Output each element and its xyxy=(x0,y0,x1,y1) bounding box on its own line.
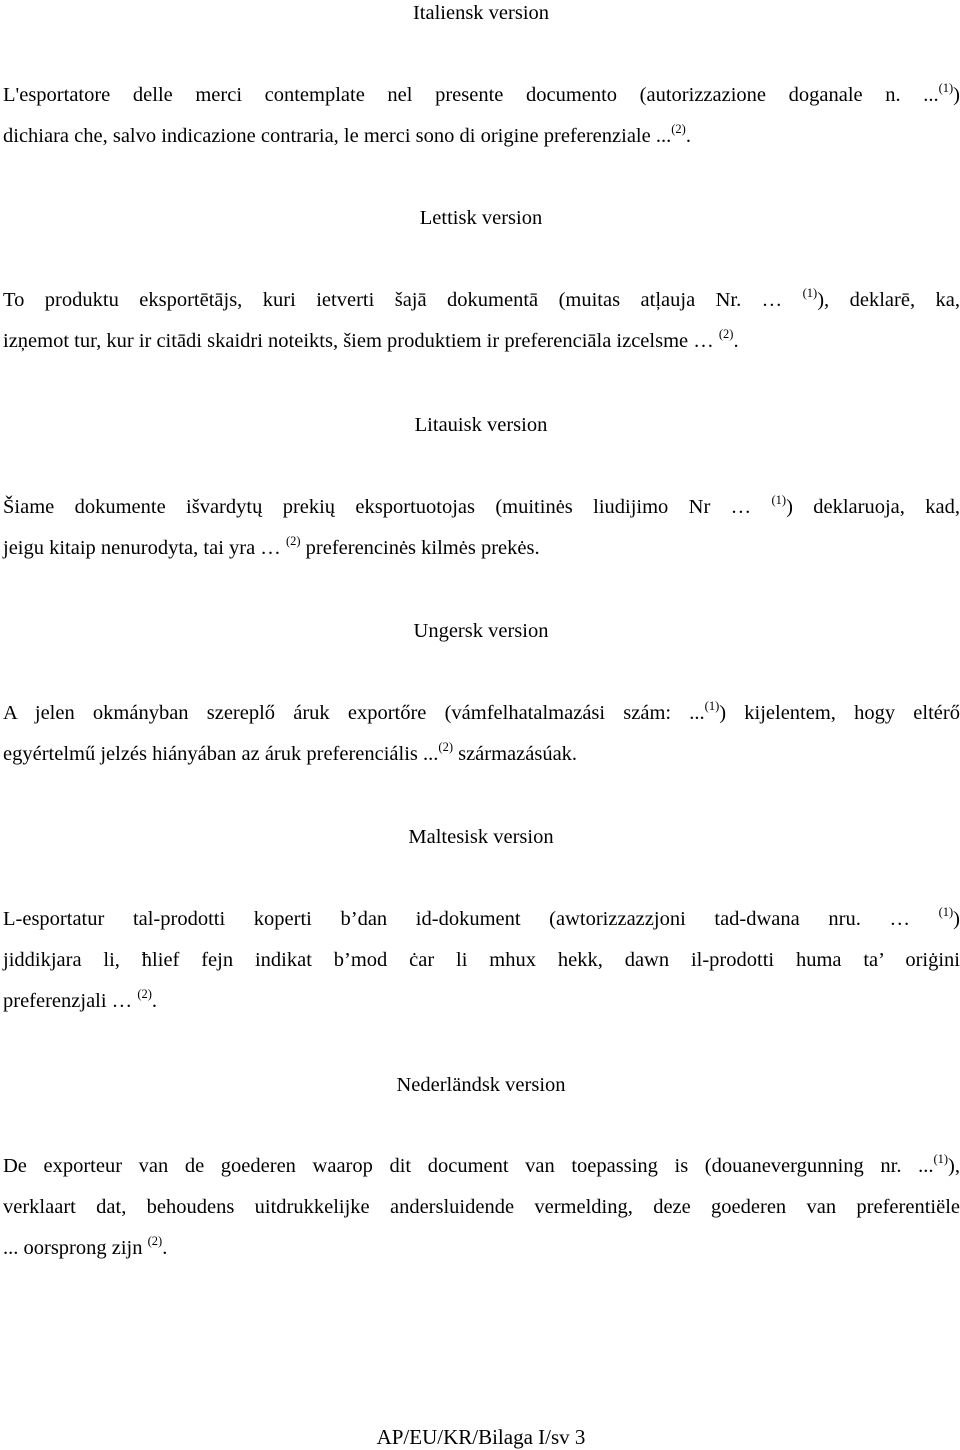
footnote-ref: (1) xyxy=(802,286,818,300)
paragraph-line: egyértelmű jelzés hiányában az áruk preferenciális ...$^{(2)}$ származásúak. xyxy=(3,740,578,765)
page-footer: AP/EU/KR/Bilaga I/sv 3 xyxy=(376,1425,586,1449)
paragraph-line: L-esportatur tal-prodotti koperti b’dan id-dokument (awtorizzazzjoni tad-dwana nru. … $^{(1)}$) xyxy=(3,905,960,930)
paragraph-line: jiddikjara li, ħlief fejn indikat b’mod ċar li mhux hekk, dawn il-prodotti huma ta’ oriġini xyxy=(3,949,960,971)
section-paragraph xyxy=(3,487,960,569)
footnote-ref: (1) xyxy=(938,905,954,919)
section-heading: Maltesisk version xyxy=(408,826,554,848)
footnote-ref: (2) xyxy=(285,534,301,548)
paragraph-line: L'esportatore delle merci contemplate nel presente documento (autorizzazione doganale n. ...$^{(1)}$) xyxy=(3,81,960,106)
paragraph-line: ... oorsprong zijn $^{(2)}$. xyxy=(3,1234,168,1259)
footnote-ref: (1) xyxy=(938,81,954,95)
footnote-ref: (1) xyxy=(771,493,787,507)
footnote-ref: (2) xyxy=(671,122,686,136)
paragraph-line: To produktu eksportētājs, kuri ietverti šajā dokumentā (muitas atļauja Nr. … $^{(1)}$), deklarē, ka, xyxy=(3,286,960,311)
section-heading: Lettisk version xyxy=(419,207,543,229)
footnote-ref: (1) xyxy=(704,699,720,713)
footnote-ref: (2) xyxy=(718,327,734,341)
section-heading: Ungersk version xyxy=(413,620,549,642)
footnote-ref: (2) xyxy=(438,740,453,754)
paragraph-line: izņemot tur, kur ir citādi skaidri noteikts, šiem produktiem ir preferenciāla izcelsme … $^{(2)}$. xyxy=(3,327,739,352)
paragraph-line: verklaart dat, behoudens uitdrukkelijke andersluidende vermelding, deze goederen van preferentiële xyxy=(3,1196,960,1218)
section-paragraph xyxy=(3,899,960,1022)
paragraph-line: A jelen okmányban szereplő áruk exportőre (vámfelhatalmazási szám: ...$^{(1)}$) kijelentem, hogy eltérő xyxy=(3,699,960,724)
paragraph-line: De exporteur van de goederen waarop dit document van toepassing is (douanevergunning nr. ...$^{(1)}$), xyxy=(3,1152,960,1177)
paragraph-line: jeigu kitaip nenurodyta, tai yra … $^{(2)}$ preferencinės kilmės prekės. xyxy=(3,534,540,559)
paragraph-line: preferenzjali … $^{(2)}$. xyxy=(3,987,158,1012)
paragraph-line: Šiame dokumente išvardytų prekių eksportuotojas (muitinės liudijimo Nr … $^{(1)}$) deklaruoja, kad, xyxy=(3,493,960,518)
footnote-ref: (2) xyxy=(147,1234,163,1248)
section-paragraph xyxy=(3,280,960,362)
footnote-ref: (1) xyxy=(933,1152,949,1166)
section-heading: Litauisk version xyxy=(414,414,548,436)
section-paragraph xyxy=(3,693,960,775)
section-heading: Italiensk version xyxy=(412,2,550,24)
section-paragraph xyxy=(3,1146,960,1269)
paragraph-line: dichiara che, salvo indicazione contraria, le merci sono di origine preferenziale ...$^{(2)}$. xyxy=(3,122,691,147)
footnote-ref: (2) xyxy=(137,987,152,1001)
section-paragraph xyxy=(3,75,960,157)
section-heading: Nederländsk version xyxy=(396,1074,566,1096)
